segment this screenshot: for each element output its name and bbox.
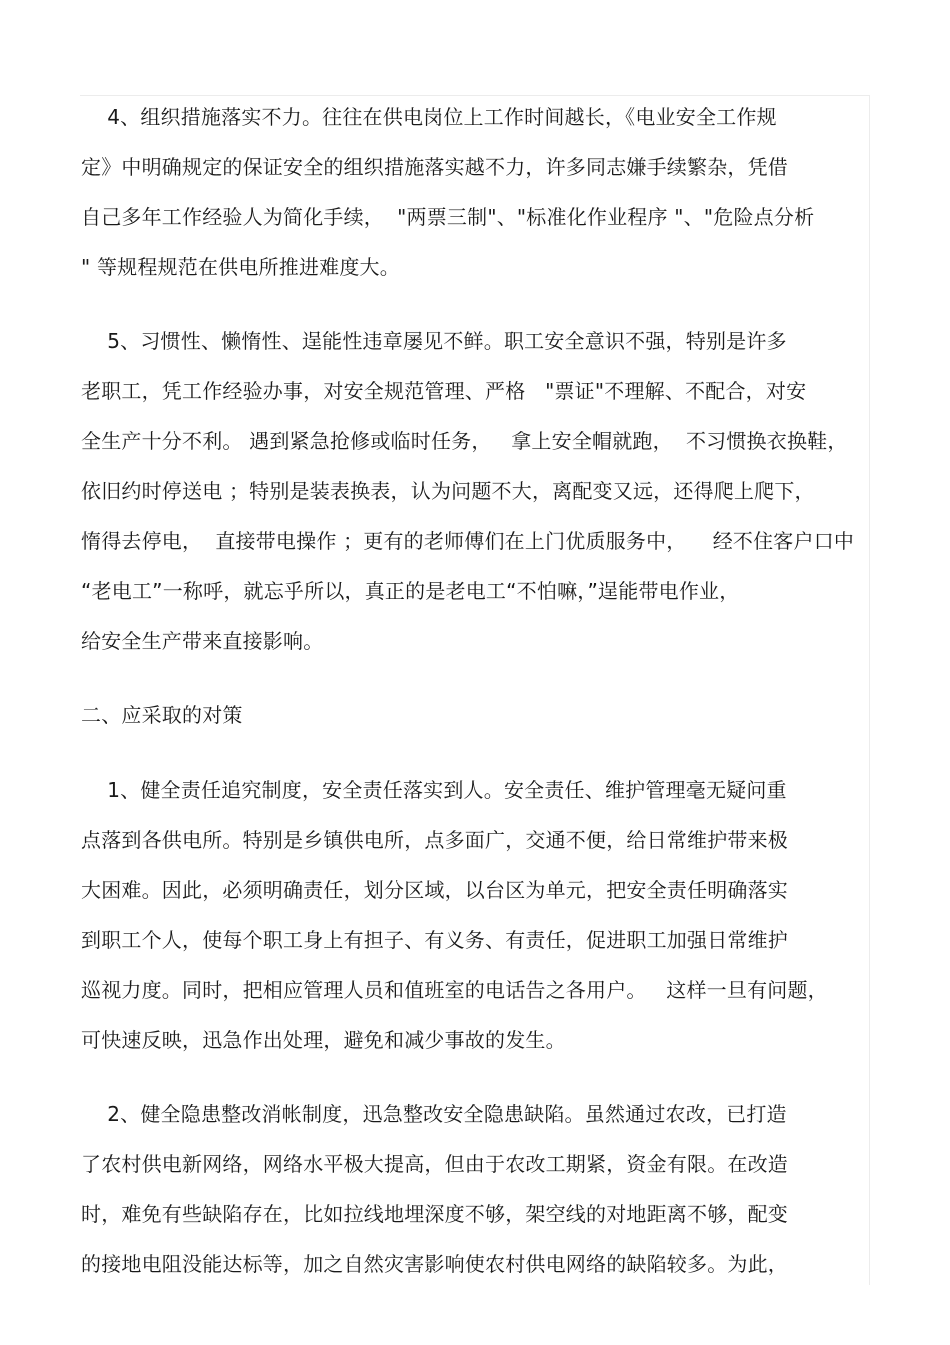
paragraph-4-line-3: 自己多年工作经验人为简化手续， "两票三制"、"标准化作业程序 "、"危险点分析 xyxy=(81,205,815,229)
paragraph-5-line-3: 全生产十分不利。 遇到紧急抢修或临时任务， 拿上安全帽就跑， 不习惯换衣换鞋， xyxy=(81,429,848,453)
paragraph-5-line-2: 老职工，凭工作经验办事，对安全规范管理、严格 "票证"不理解、不配合，对安 xyxy=(81,379,807,403)
measure-1-line-6: 可快速反映，迅急作出处理，避免和减少事故的发生。 xyxy=(81,1028,566,1052)
measure-1-line-3: 大困难。因此，必须明确责任，划分区域，以台区为单元，把安全责任明确落实 xyxy=(81,878,788,902)
measure-1-line-4: 到职工个人，使每个职工身上有担子、有义务、有责任，促进职工加强日常维护 xyxy=(81,928,788,952)
measure-2-line-2: 了农村供电新网络，网络水平极大提高，但由于农改工期紧，资金有限。在改造 xyxy=(81,1152,788,1176)
section-heading: 二、应采取的对策 xyxy=(81,703,243,727)
paragraph-5-line-6: “老电工”一称呼，就忘乎所以，真正的是老电工“不怕嘛，”逞能带电作业， xyxy=(81,579,740,603)
paragraph-4-line-2: 定》中明确规定的保证安全的组织措施落实越不力，许多同志嫌手续繁杂，凭借 xyxy=(81,155,788,179)
measure-1-line-5: 巡视力度。同时，把相应管理人员和值班室的电话告之各用户。 这样一旦有问题， xyxy=(81,978,828,1002)
measure-2-line-3: 时，难免有些缺陷存在，比如拉线地埋深度不够，架空线的对地距离不够，配变 xyxy=(81,1202,788,1226)
paragraph-5-line-1: 5、习惯性、懒惰性、逞能性违章屡见不鲜。职工安全意识不强，特别是许多 xyxy=(81,329,787,353)
measure-2-line-4: 的接地电阻没能达标等，加之自然灾害影响使农村供电网络的缺陷较多。为此， xyxy=(81,1252,788,1276)
page-border-top xyxy=(80,95,870,96)
paragraph-4-line-4: " 等规程规范在供电所推进难度大。 xyxy=(81,255,400,279)
paragraph-5-line-4: 依旧约时停送电 ；特别是装表换表，认为问题不大，离配变又远，还得爬上爬下， xyxy=(81,479,815,503)
paragraph-5-line-7: 给安全生产带来直接影响。 xyxy=(81,629,324,653)
paragraph-5-line-5: 惰得去停电， 直接带电操作 ；更有的老师傅们在上门优质服务中， 经不住客户口中 xyxy=(81,529,855,553)
paragraph-4-line-1: 4、组织措施落实不力。往往在供电岗位上工作时间越长，《电业安全工作规 xyxy=(81,105,777,129)
measure-1-line-1: 1、健全责任追究制度，安全责任落实到人。安全责任、维护管理毫无疑问重 xyxy=(81,778,787,802)
measure-2-line-1: 2、健全隐患整改消帐制度，迅急整改安全隐患缺陷。虽然通过农改，已打造 xyxy=(81,1102,787,1126)
measure-1-line-2: 点落到各供电所。特别是乡镇供电所，点多面广，交通不便，给日常维护带来极 xyxy=(81,828,788,852)
page-border-right xyxy=(869,95,870,1285)
